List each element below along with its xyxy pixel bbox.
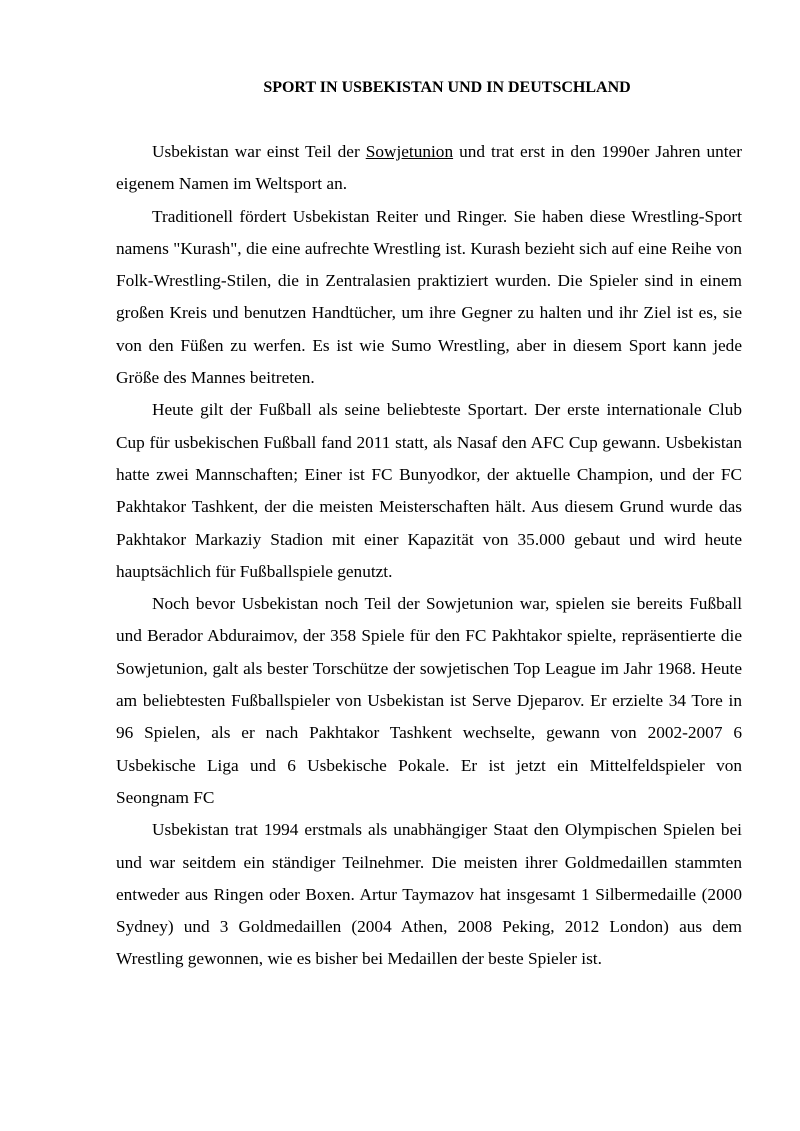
sowjetunion-link[interactable]: Sowjetunion bbox=[365, 142, 454, 161]
paragraph-soviet-football: Noch bevor Usbekistan noch Teil der Sowjetunion war, spielen sie bereits Fußball und Berador Abduraimov, der 358 Spiele für den FC Pakhtakor spielte, repräsentierte die Sowjetunion, galt als bester Torschütze der sowjetischen Top League im Jahr 1968. Heute am beliebtesten Fußballspieler von Usbekistan ist Serve Djeparov. Er erzielte 34 Tore in 96 Spielen, als er nach Pakhtakor Tashkent wechselte, gewann von 2002-2007 6 Usbekische Liga und 6 Usbekische Pokale. Er ist jetzt ein Mittelfeldspieler von Seongnam FC bbox=[116, 594, 742, 807]
paragraph-intro bbox=[116, 136, 742, 201]
paragraph-football: Heute gilt der Fußball als seine beliebteste Sportart. Der erste internationale Club Cup für usbekischen Fußball fand 2011 statt, als Nasaf den AFC Cup gewann. Usbekistan hatte zwei Mannschaften; Einer ist FC Bunyodkor, der aktuelle Champion, und der FC Pakhtakor Tashkent, der die meisten Meisterschaften hält. Aus diesem Grund wurde das Pakhtakor Markaziy Stadion mit einer Kapazität von 35.000 gebaut und wird heute hauptsächlich für Fußballspiele genutzt. bbox=[116, 400, 742, 581]
document-title: SPORT IN USBEKISTAN UND IN DEUTSCHLAND bbox=[263, 79, 631, 96]
paragraph-intro-text-after: und trat erst in den 1990er Jahren unter eigenem Namen im Weltsport an. bbox=[116, 142, 742, 194]
paragraph-intro-text-before: Usbekistan war einst Teil der bbox=[152, 142, 366, 161]
document-body bbox=[116, 136, 742, 976]
paragraph-kurash: Traditionell fördert Usbekistan Reiter und Ringer. Sie haben diese Wrestling-Sport namens "Kurash", die eine aufrechte Wrestling ist. Kurash bezieht sich auf eine Reihe von Folk-Wrestling-Stilen, die in Zentralasien praktiziert wurden. Die Spieler sind in einem großen Kreis und benutzen Handtücher, um ihre Gegner zu halten und ihr Ziel ist es, sie von den Füßen zu werfen. Es ist wie Sumo Wrestling, aber in diesem Sport kann jede Größe des Mannes beitreten. bbox=[116, 206, 742, 388]
document-page bbox=[116, 72, 742, 976]
paragraph-olympics: Usbekistan trat 1994 erstmals als unabhängiger Staat den Olympischen Spielen bei und war seitdem ein ständiger Teilnehmer. Die meisten ihrer Goldmedaillen stammten entweder aus Ringen oder Boxen. Artur Taymazov hat insgesamt 1 Silbermedaille (2000 Sydney) und 3 Goldmedaillen (2004 Athen, 2008 Peking, 2012 London) aus dem Wrestling gewonnen, wie es bisher bei Medaillen der beste Spieler ist. bbox=[116, 820, 742, 969]
